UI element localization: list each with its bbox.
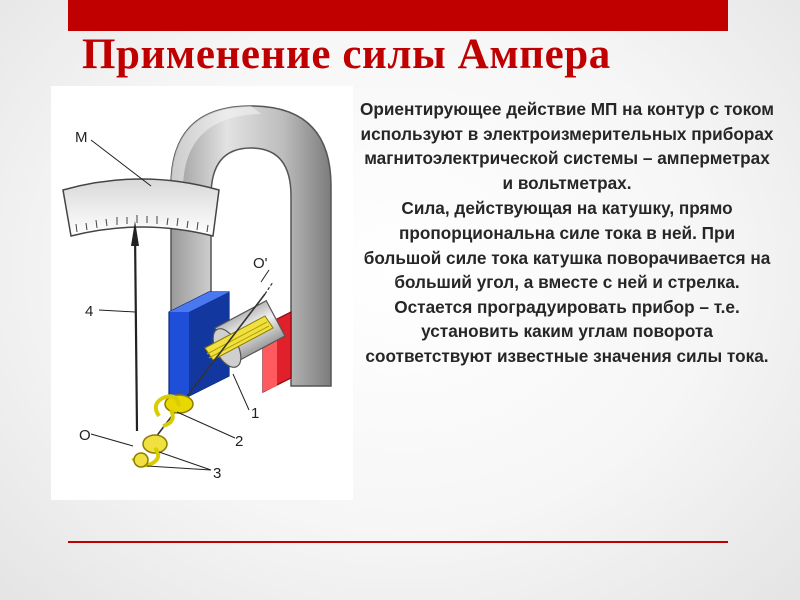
label-axis-top: О': [253, 255, 268, 272]
label-coil: 1: [251, 405, 260, 422]
label-pivots: 3: [213, 465, 222, 482]
pointer-needle: [135, 231, 137, 431]
slide-title: Применение силы Ампера: [82, 31, 611, 78]
explanation-text: [360, 97, 774, 369]
paragraph-force: Сила, действующая на катушку, прямо пропорциональна силе тока в ней. При большой силе тока катушка поворачивается на больший угол, а вместе с ней и стрелка. Остается проградуировать прибор – т.е. установить каким углам поворота соответствуют известные значения силы тока.: [363, 198, 771, 366]
label-pointer: 4: [85, 303, 94, 320]
spring-pivots: [133, 395, 193, 467]
paragraph-orientation: Ориентирующее действие МП на контур с током используют в электроизмерительных приборах магнитоэлектрической системы – амперметрах и вольтметрах.: [360, 99, 774, 193]
label-axis-bottom: О: [79, 427, 91, 444]
bottom-divider: [68, 541, 728, 543]
ammeter-drawing: [51, 86, 353, 500]
label-spring: 2: [235, 433, 244, 450]
label-scale: М: [75, 129, 88, 146]
top-accent-bar: [68, 0, 728, 31]
ammeter-diagram: [51, 86, 353, 500]
